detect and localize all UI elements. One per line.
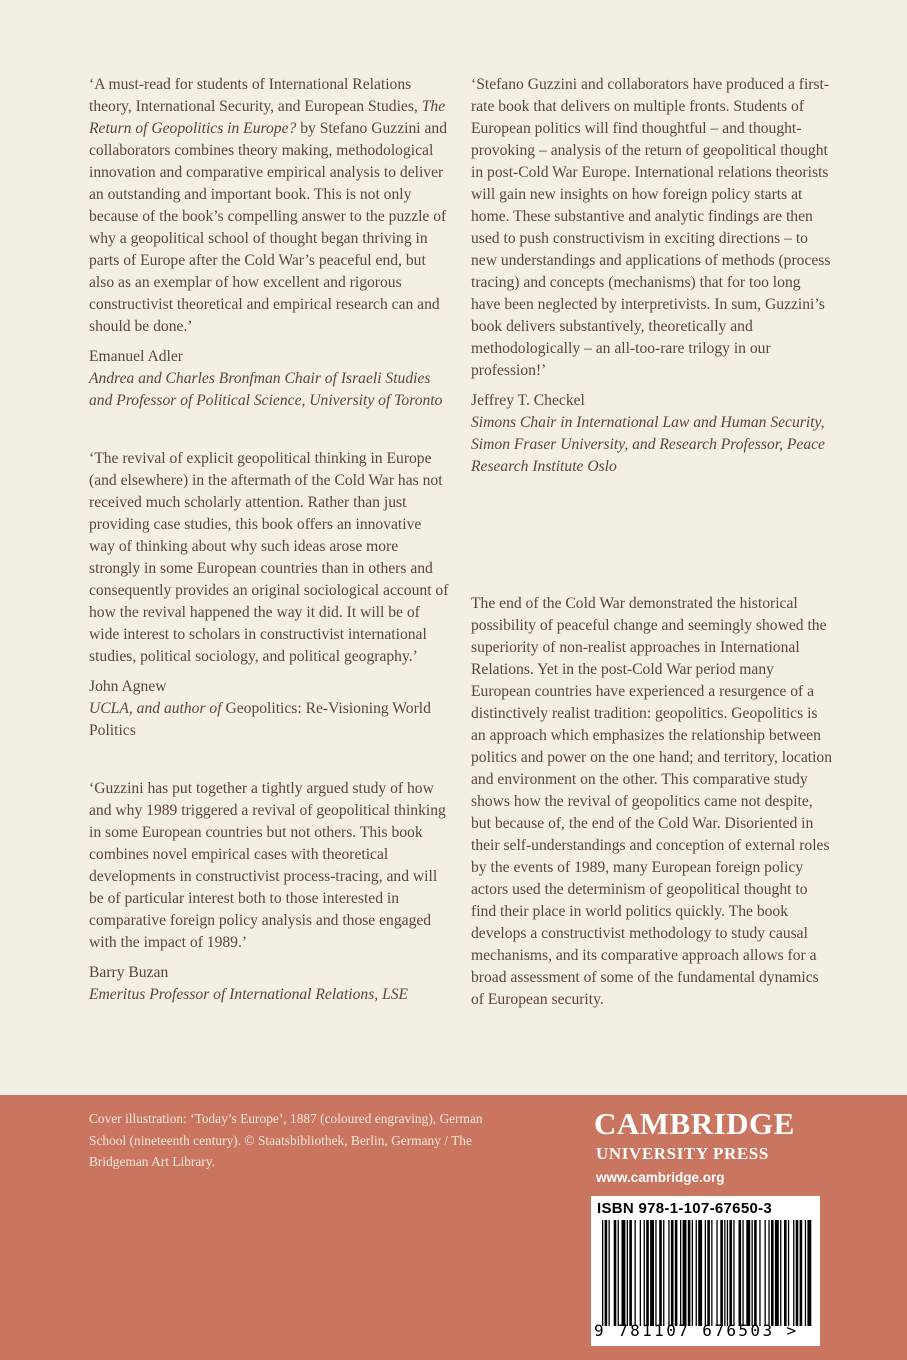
endorsement-author: Emanuel Adler <box>89 348 183 365</box>
barcode-bar <box>618 1220 619 1326</box>
barcode-bar <box>733 1220 734 1326</box>
barcode-bar <box>663 1220 664 1326</box>
barcode-bar <box>793 1220 794 1326</box>
endorsement-quote: ‘Guzzini has put together a tightly argued study of how and why 1989 triggered a revival of geopolitical thinking in some European countries but not others. This book combines novel empirical cases with theoretical developments in constructivist process-tracing, and will be of particular interest both to those interested in comparative foreign policy analysis and those engaged with the impact of 1989.’ <box>89 780 446 951</box>
barcode-bar <box>742 1220 743 1326</box>
barcode-bar <box>640 1220 641 1326</box>
barcode-bar <box>650 1220 654 1326</box>
left-column <box>89 74 449 1042</box>
barcode-bar <box>739 1220 742 1326</box>
endorsement-author: John Agnew <box>89 678 167 695</box>
endorsement-quote: ‘The revival of explicit geopolitical thinking in Europe (and elsewhere) in the aftermath of the Cold War has not received much scholarly attention. Rather than just providing case studies, this book offers an innovative way of thinking about why such ideas arose more strongly in some European countries than in others and consequently provides an original sociological account of how the revival happened the way it did. It will be of wide interest to scholars in constructivist international studies, political sociology, and political geography.’ <box>89 450 449 665</box>
barcode-bar <box>716 1220 717 1326</box>
barcode-bar <box>646 1220 649 1326</box>
barcode-panel <box>591 1196 820 1346</box>
barcode-icon <box>600 1220 812 1326</box>
barcode-bar <box>729 1220 732 1326</box>
barcode-bar <box>644 1220 645 1326</box>
barcode-bar <box>609 1220 610 1326</box>
barcode-bar <box>800 1220 803 1326</box>
barcode-bar <box>759 1220 760 1326</box>
book-description: The end of the Cold War demonstrated the historical possibility of peaceful change and seemingly showed the superiority of non-realist approaches in International Relations. Yet in the post-Cold War period many European countries have experienced a resurgence of a distinctively realist tradition: geopolitics. Geopolitics is an approach which emphasizes the relationship between politics and power on the one hand; and territory, location and environment on the other. This comparative study shows how the revival of geopolitics came not despite, but because of, the end of the Cold War. Disoriented in their self-understandings and conception of external roles by the events of 1989, many European foreign policy actors used the determinism of geopolitical thought to find their place in world politics quickly. The book develops a constructivist methodology to study causal mechanisms, and its comparative approach allows for a broad assessment of some of the fundamental dynamics of European security. <box>471 595 833 1008</box>
barcode-bar <box>698 1220 702 1326</box>
barcode-bar <box>746 1220 750 1326</box>
barcode-bar <box>692 1220 693 1326</box>
barcode-bar <box>629 1220 632 1326</box>
barcode-bar <box>688 1220 691 1326</box>
barcode-bar <box>602 1220 603 1326</box>
endorsement-affiliation: Andrea and Charles Bronfman Chair of Israeli Studies and Professor of Political Science, University of Toronto <box>89 370 443 409</box>
barcode-bar <box>680 1220 681 1326</box>
barcode-bar <box>668 1220 669 1326</box>
barcode-bar <box>655 1220 656 1326</box>
barcode-bar <box>788 1220 789 1326</box>
barcode-bar <box>752 1220 753 1326</box>
endorsement-agnew <box>89 448 449 742</box>
barcode-bar <box>780 1220 781 1326</box>
barcode-bar <box>659 1220 662 1326</box>
barcode-bar <box>711 1220 712 1326</box>
barcode-bar <box>720 1220 723 1326</box>
barcode-bar <box>775 1220 779 1326</box>
barcode-bar <box>768 1220 769 1326</box>
endorsement-author: Barry Buzan <box>89 964 169 981</box>
endorsement-quote: ‘A must-read for students of International Relations theory, International Security, and European Studies, The Return of Geopolitics in Europe? by Stefano Guzzini and collaborators combines theory making, methodological innovation and comparative empirical analysis to deliver an outstanding and important book. This is not only because of the book’s compelling answer to the puzzle of why a geopolitical school of thought began thriving in parts of Europe after the Cold War’s peaceful end, but also as an exemplar of how excellent and rigorous constructivist theoretical and empirical research can and should be done.’ <box>89 76 448 335</box>
barcode-bar <box>635 1220 636 1326</box>
barcode-bar <box>771 1220 774 1326</box>
barcode-bar <box>671 1220 674 1326</box>
barcode-bar <box>622 1220 626 1326</box>
book-title: Geopolitics: Re-Visioning World Politics <box>89 700 431 739</box>
isbn-label: ISBN 978-1-107-67650-3 <box>597 1200 773 1217</box>
publisher-logo-name: CAMBRIDGE <box>594 1106 795 1141</box>
barcode-bar <box>705 1220 706 1326</box>
barcode-bar <box>754 1220 757 1326</box>
barcode-number: 9 781107 676503 > <box>594 1321 799 1340</box>
endorsement-author: Jeffrey T. Checkel <box>471 392 585 409</box>
barcode-bar <box>696 1220 697 1326</box>
publisher-logo-sub: UNIVERSITY PRESS <box>596 1144 769 1163</box>
endorsement-affiliation: Simons Chair in International Law and Human Security, Simon Fraser University, and Research Professor, Peace Research Institute Oslo <box>471 414 825 475</box>
barcode-bar <box>627 1220 628 1326</box>
barcode-bar <box>784 1220 787 1326</box>
barcode-bar <box>796 1220 799 1326</box>
barcode-bar <box>683 1220 687 1326</box>
endorsement-adler <box>89 74 449 412</box>
barcode-bar <box>614 1220 617 1326</box>
endorsement-checkel <box>471 74 833 478</box>
endorsement-buzan <box>89 778 449 1006</box>
right-column <box>471 74 833 514</box>
endorsement-affiliation: UCLA, and author of Geopolitics: Re-Visioning World Politics <box>89 700 431 739</box>
barcode-bar <box>765 1220 766 1326</box>
endorsement-affiliation: Emeritus Professor of International Relations, LSE <box>89 986 409 1003</box>
book-title: The Return of Geopolitics in Europe? <box>89 98 446 137</box>
endorsement-quote: ‘Stefano Guzzini and collaborators have produced a first-rate book that delivers on multiple fronts. Students of European politics will find thoughtful – and thought-provoking – analysis of the return of geopolitical thought in post-Cold War Europe. International relations theorists will gain new insights on how foreign policy starts at home. These substantive and analytic findings are then used to push constructivism in exciting directions – to new understandings and applications of methods (process tracing) and concepts (mechanisms) that for too long have been neglected by interpretivists. In sum, Guzzini’s book delivers substantively, theoretically and methodologically – an all-too-rare trilogy in our profession!’ <box>471 76 831 379</box>
barcode-bar <box>727 1220 728 1326</box>
cover-credit: Cover illustration: ‘Today’s Europe’, 1887 (coloured engraving), German School (nineteenth century). © Staatsbibliothek, Berlin, Germany / The Bridgeman Art Library. <box>89 1111 483 1169</box>
barcode-bar <box>605 1220 608 1326</box>
barcode-bar <box>707 1220 710 1326</box>
barcode-bar <box>724 1220 725 1326</box>
barcode-bar <box>675 1220 678 1326</box>
barcode-bar <box>807 1220 811 1326</box>
publisher-url: www.cambridge.org <box>596 1170 725 1185</box>
barcode-bar <box>805 1220 806 1326</box>
